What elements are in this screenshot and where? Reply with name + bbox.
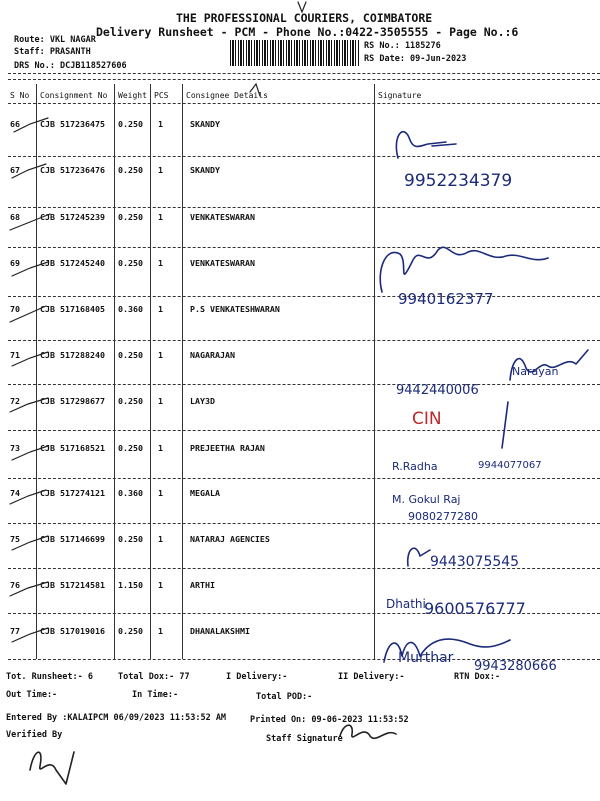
row-weight: 0.250 bbox=[118, 212, 143, 222]
signature-scribble bbox=[380, 247, 548, 292]
row-sno: 68 bbox=[10, 212, 20, 222]
row-pcs: 1 bbox=[158, 443, 163, 453]
handwritten-phone: 9443075545 bbox=[430, 554, 520, 570]
handwritten-name: Murthar bbox=[398, 650, 454, 666]
tick-mark bbox=[10, 490, 46, 504]
tick-mark bbox=[14, 118, 48, 132]
col-sno: S No bbox=[10, 91, 30, 100]
row-consignment: CJB 517168521 bbox=[40, 443, 105, 453]
row-pcs: 1 bbox=[158, 580, 163, 590]
signature-scribble bbox=[408, 548, 430, 566]
row-weight: 0.250 bbox=[118, 165, 143, 175]
handwritten-phone: 9952234379 bbox=[404, 171, 513, 191]
row-consignment: CJB 517236475 bbox=[40, 119, 105, 129]
row-weight: 0.250 bbox=[118, 396, 143, 406]
staff-label: Staff: PRASANTH bbox=[14, 47, 91, 57]
handwritten-name: Narayan bbox=[512, 365, 559, 378]
row-pcs: 1 bbox=[158, 258, 163, 268]
col-weight: Weight bbox=[118, 91, 147, 100]
signature-scribble bbox=[502, 402, 508, 448]
row-consignee: ARTHI bbox=[190, 580, 215, 590]
row-consignee: DHANALAKSHMI bbox=[190, 626, 250, 636]
row-sno: 69 bbox=[10, 258, 20, 268]
handwritten-phone: 9943280666 bbox=[474, 659, 557, 674]
row-sno: 67 bbox=[10, 165, 20, 175]
col-consignment: Consignment No bbox=[40, 91, 108, 100]
printed-on: Printed On: 09-06-2023 11:53:52 bbox=[250, 715, 409, 725]
total-pod: Total POD:- bbox=[256, 692, 313, 702]
row-consignment: CJB 517274121 bbox=[40, 488, 105, 498]
row-consignee: P.S VENKATESHWARAN bbox=[190, 304, 280, 314]
signature-scribble bbox=[340, 725, 396, 738]
out-time: Out Time:- bbox=[6, 690, 58, 700]
handwritten-stamp: CIN bbox=[412, 409, 442, 429]
row-weight: 0.360 bbox=[118, 488, 143, 498]
rtn-dox: RTN Dox:- bbox=[454, 672, 501, 682]
row-sno: 66 bbox=[10, 119, 20, 129]
row-consignment: CJB 517288240 bbox=[40, 350, 105, 360]
row-pcs: 1 bbox=[158, 534, 163, 544]
signature-scribble bbox=[396, 132, 456, 158]
row-consignment: CJB 517236476 bbox=[40, 165, 105, 175]
handwritten-phone: 9944077067 bbox=[478, 460, 542, 471]
row-consignee: SKANDY bbox=[190, 119, 220, 129]
route-label: Route: VKL NAGAR bbox=[14, 35, 96, 45]
row-pcs: 1 bbox=[158, 119, 163, 129]
staff-signature: Staff Signature bbox=[266, 734, 343, 744]
row-sno: 74 bbox=[10, 488, 20, 498]
col-signature: Signature bbox=[378, 91, 422, 100]
runsheet-subtitle: Delivery Runsheet - PCM - Phone No.:0422-3505555 - Page No.:6 bbox=[96, 25, 519, 39]
row-weight: 0.360 bbox=[118, 304, 143, 314]
row-weight: 0.250 bbox=[118, 119, 143, 129]
row-consignment: CJB 517245239 bbox=[40, 212, 105, 222]
row-pcs: 1 bbox=[158, 350, 163, 360]
drs-number: DRS No.: DCJB118527606 bbox=[14, 61, 127, 71]
row-sno: 72 bbox=[10, 396, 20, 406]
company-title: THE PROFESSIONAL COURIERS, COIMBATORE bbox=[176, 11, 433, 25]
row-weight: 0.250 bbox=[118, 258, 143, 268]
handwritten-phone: 9080277280 bbox=[408, 510, 478, 523]
tick-mark bbox=[12, 446, 48, 460]
tick-mark bbox=[12, 262, 48, 276]
in-time: In Time:- bbox=[132, 690, 179, 700]
tick-mark bbox=[12, 628, 48, 642]
handwritten-name: R.Radha bbox=[392, 460, 438, 473]
i-delivery: I Delivery:- bbox=[226, 672, 288, 682]
tick-mark bbox=[10, 582, 48, 596]
row-sno: 73 bbox=[10, 443, 20, 453]
row-sno: 77 bbox=[10, 626, 20, 636]
row-consignee: VENKATESWARAN bbox=[190, 258, 255, 268]
tick-mark bbox=[250, 84, 260, 96]
ii-delivery: II Delivery:- bbox=[338, 672, 405, 682]
row-pcs: 1 bbox=[158, 165, 163, 175]
row-consignment: CJB 517019016 bbox=[40, 626, 105, 636]
row-weight: 0.250 bbox=[118, 350, 143, 360]
col-consignee: Consignee Details bbox=[186, 91, 268, 100]
rs-date: RS Date: 09-Jun-2023 bbox=[364, 54, 467, 64]
verified-by: Verified By bbox=[6, 730, 63, 740]
row-consignee: LAY3D bbox=[190, 396, 215, 406]
tick-mark bbox=[10, 398, 48, 412]
row-pcs: 1 bbox=[158, 304, 163, 314]
col-pcs: PCS bbox=[154, 91, 169, 100]
row-consignment: CJB 517245240 bbox=[40, 258, 105, 268]
row-sno: 71 bbox=[10, 350, 20, 360]
row-consignment: CJB 517146699 bbox=[40, 534, 105, 544]
tick-mark bbox=[12, 164, 46, 178]
row-consignee: VENKATESWARAN bbox=[190, 212, 255, 222]
tick-mark bbox=[12, 536, 48, 550]
row-consignee: NAGARAJAN bbox=[190, 350, 235, 360]
tick-mark bbox=[10, 214, 50, 230]
row-consignee: MEGALA bbox=[190, 488, 220, 498]
row-weight: 1.150 bbox=[118, 580, 143, 590]
signature-scribble bbox=[30, 752, 74, 784]
row-consignee: NATARAJ AGENCIES bbox=[190, 534, 270, 544]
row-consignment: CJB 517214581 bbox=[40, 580, 105, 590]
row-weight: 0.250 bbox=[118, 534, 143, 544]
row-consignment: CJB 517298677 bbox=[40, 396, 105, 406]
tick-mark bbox=[298, 2, 306, 12]
handwritten-name: M. Gokul Raj bbox=[392, 493, 461, 506]
tot-runsheet: Tot. Runsheet:- 6 bbox=[6, 672, 93, 682]
row-consignee: PREJEETHA RAJAN bbox=[190, 443, 265, 453]
row-sno: 76 bbox=[10, 580, 20, 590]
handwritten-name: Dhathi bbox=[386, 597, 426, 611]
row-pcs: 1 bbox=[158, 626, 163, 636]
rs-number: RS No.: 1185276 bbox=[364, 41, 441, 51]
tick-mark bbox=[10, 306, 46, 322]
handwritten-phone: 9442440006 bbox=[396, 383, 479, 398]
handwritten-phone: 9600576777 bbox=[424, 599, 526, 618]
row-pcs: 1 bbox=[158, 396, 163, 406]
entered-by: Entered By :KALAIPCM 06/09/2023 11:53:52 AM bbox=[6, 713, 227, 723]
total-dox: Total Dox:- 77 bbox=[118, 672, 190, 682]
row-sno: 75 bbox=[10, 534, 20, 544]
row-consignment: CJB 517168405 bbox=[40, 304, 105, 314]
row-consignee: SKANDY bbox=[190, 165, 220, 175]
row-pcs: 1 bbox=[158, 488, 163, 498]
row-weight: 0.250 bbox=[118, 626, 143, 636]
handwritten-phone: 9940162377 bbox=[398, 290, 494, 308]
tick-mark bbox=[12, 352, 48, 366]
row-sno: 70 bbox=[10, 304, 20, 314]
row-weight: 0.250 bbox=[118, 443, 143, 453]
row-pcs: 1 bbox=[158, 212, 163, 222]
